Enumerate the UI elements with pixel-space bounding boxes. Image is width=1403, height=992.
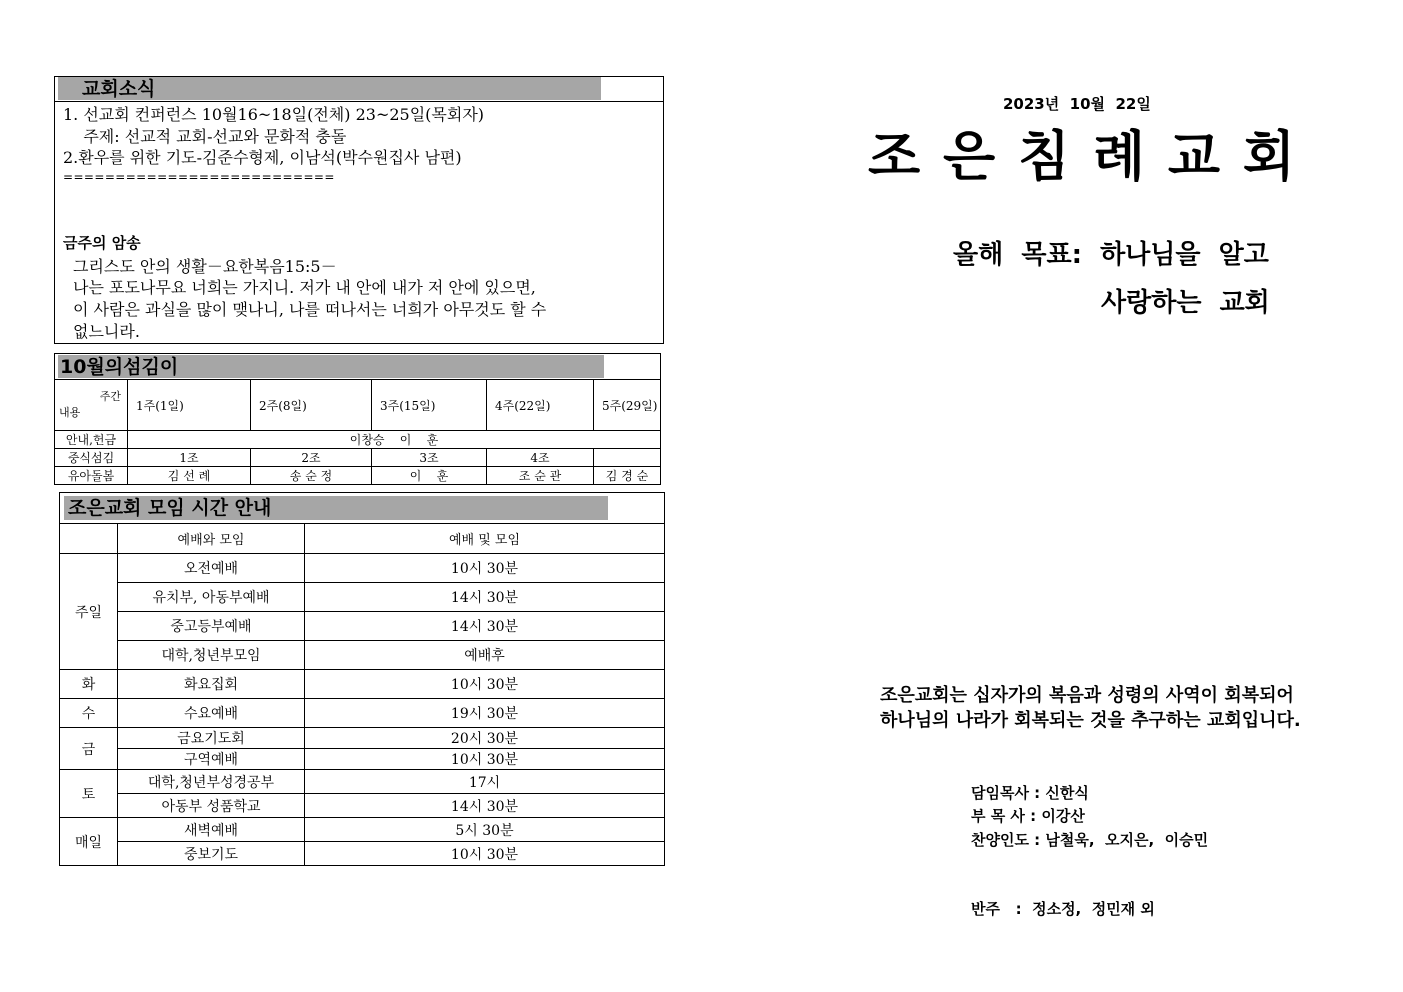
- meetings-name: 구역예배: [118, 749, 305, 770]
- meetings-name: 아동부 성품학교: [118, 794, 305, 818]
- meetings-name: 대학,청년부모임: [118, 641, 305, 670]
- duty-cell: 3조: [372, 449, 487, 467]
- goal-line-1: 올해 목표: 하나님을 알고: [953, 240, 1269, 270]
- duty-cell: [594, 449, 661, 467]
- staff-worship-leaders: 찬양인도 : 남철욱, 오지은, 이승민: [971, 831, 1209, 849]
- mission-line-2: 하나님의 나라가 회복되는 것을 추구하는 교회입니다.: [880, 710, 1301, 731]
- meetings-time: 10시 30분: [305, 670, 665, 699]
- duty-cell: 4조: [487, 449, 594, 467]
- staff-associate-pastor: 부 목 사 : 이강산: [971, 807, 1085, 825]
- duty-cell: 송 순 정: [251, 467, 372, 485]
- meetings-name: 대학,청년부성경공부: [118, 770, 305, 794]
- cover-date: 2023년 10월 22일: [1003, 95, 1151, 113]
- meetings-time: 17시: [305, 770, 665, 794]
- news-item-2: 주제: 선교적 교회-선교와 문화적 충돌: [63, 127, 347, 146]
- news-item-1: 1. 선교회 컨퍼런스 10월16~18일(전체) 23~25일(목회자): [63, 105, 485, 124]
- meetings-time: 예배후: [305, 641, 665, 670]
- meetings-name: 수요예배: [118, 699, 305, 728]
- accompanist: 반주 : 정소정, 정민재 외: [971, 900, 1155, 918]
- memory-verse-line-1: 그리스도 안의 생활－요한복음15:5－: [73, 257, 337, 276]
- memory-verse-line-3: 이 사람은 과실을 많이 맺나니, 나를 떠나서는 너희가 아무것도 할 수: [73, 300, 547, 319]
- meetings-day: 수: [60, 699, 118, 728]
- meetings-name: 화요집회: [118, 670, 305, 699]
- duty-corner-cell: [55, 380, 128, 431]
- meetings-name: 유치부, 아동부예배: [118, 583, 305, 612]
- meetings-time: 20시 30분: [305, 728, 665, 749]
- meetings-header: 조은교회 모임 시간 안내: [64, 496, 608, 520]
- duty-corner-top: 주간: [99, 390, 121, 403]
- meetings-time: 10시 30분: [305, 749, 665, 770]
- duty-cell: 1조: [128, 449, 251, 467]
- meetings-corner-cell: [60, 524, 118, 554]
- meetings-time: 10시 30분: [305, 554, 665, 583]
- duty-corner-bottom: 내용: [59, 406, 81, 419]
- meetings-col2-header: 예배 및 모임: [305, 524, 665, 554]
- meetings-table: [59, 523, 665, 866]
- meetings-time: 14시 30분: [305, 612, 665, 641]
- duty-usher-names: 이창승 이 훈: [128, 431, 661, 449]
- meetings-time: 5시 30분: [305, 818, 665, 842]
- meetings-day: 금: [60, 728, 118, 770]
- duty-cell: 2조: [251, 449, 372, 467]
- meetings-name: 새벽예배: [118, 818, 305, 842]
- meetings-time: 14시 30분: [305, 794, 665, 818]
- duty-week-2: 2주(8일): [251, 380, 372, 431]
- meetings-name: 금요기도회: [118, 728, 305, 749]
- memory-verse-line-2: 나는 포도나무요 너희는 가지니. 저가 내 안에 내가 저 안에 있으면,: [73, 278, 536, 297]
- duty-week-4: 4주(22일): [487, 380, 594, 431]
- duty-week-5: 5주(29일): [594, 380, 661, 431]
- goal-line-2: 사랑하는 교회: [1101, 288, 1270, 318]
- duty-table: [54, 379, 661, 485]
- mission-line-1: 조은교회는 십자가의 복음과 성령의 사역이 회복되어: [880, 685, 1294, 706]
- church-name: 조 은 침 례 교 회: [868, 125, 1297, 188]
- memory-verse-line-4: 없느니라.: [73, 322, 140, 341]
- duty-week-3: 3주(15일): [372, 380, 487, 431]
- news-divider: ==========================: [63, 170, 335, 184]
- meetings-col1-header: 예배와 모임: [118, 524, 305, 554]
- duty-row-label: 안내,헌금: [55, 431, 128, 449]
- meetings-time: 19시 30분: [305, 699, 665, 728]
- meetings-name: 중보기도: [118, 842, 305, 866]
- duty-cell: 김 경 순: [594, 467, 661, 485]
- meetings-day: 매일: [60, 818, 118, 866]
- meetings-day: 주일: [60, 554, 118, 670]
- meetings-name: 중고등부예배: [118, 612, 305, 641]
- meetings-day: 토: [60, 770, 118, 818]
- news-header: 교회소식: [58, 77, 601, 100]
- staff-senior-pastor: 담임목사 : 신한식: [971, 784, 1089, 802]
- duty-week-1: 1주(1일): [128, 380, 251, 431]
- duty-row-label: 유아돌봄: [55, 467, 128, 485]
- duty-row-label: 중식섬김: [55, 449, 128, 467]
- duty-header: 10월의섬김이: [58, 355, 604, 378]
- memory-verse-title: 금주의 암송: [63, 234, 141, 252]
- news-item-3: 2.환우를 위한 기도-김준수형제, 이남석(박수원집사 남편): [63, 148, 462, 167]
- duty-cell: 김 선 례: [128, 467, 251, 485]
- meetings-name: 오전예배: [118, 554, 305, 583]
- meetings-day: 화: [60, 670, 118, 699]
- duty-cell: 조 순 관: [487, 467, 594, 485]
- duty-cell: 이 훈: [372, 467, 487, 485]
- news-header-underline: [54, 101, 664, 102]
- meetings-time: 10시 30분: [305, 842, 665, 866]
- meetings-time: 14시 30분: [305, 583, 665, 612]
